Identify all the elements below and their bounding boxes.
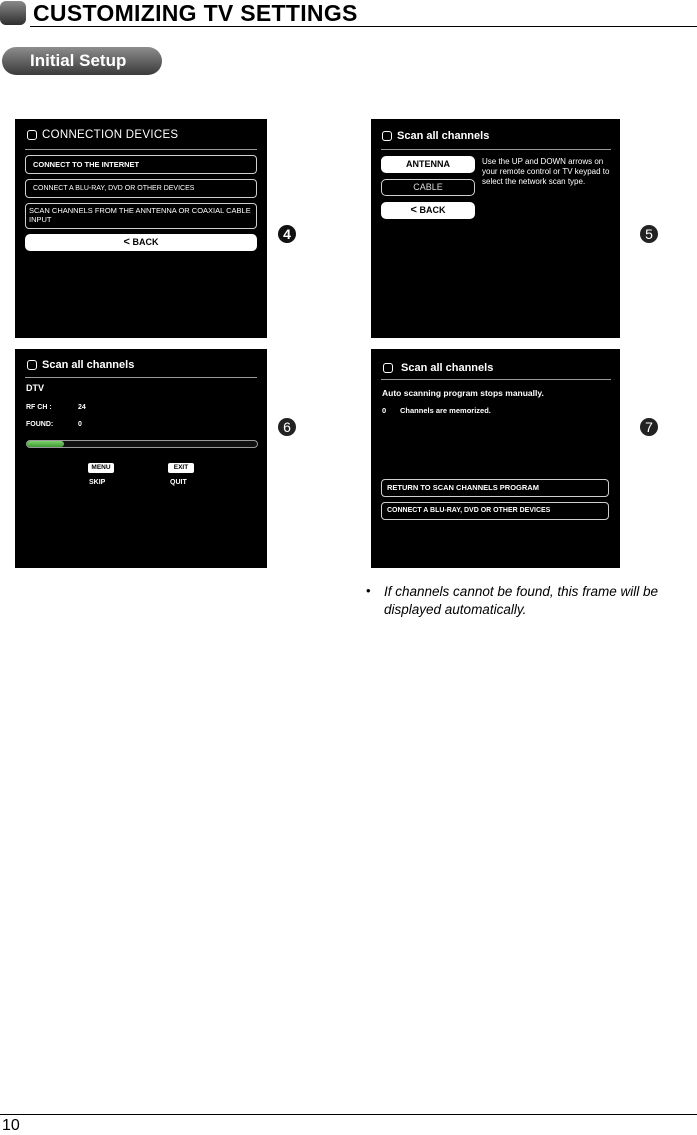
option-label: CONNECT A BLU-RAY, DVD OR OTHER DEVICES — [33, 185, 195, 192]
step-number-7: 7 — [640, 418, 658, 436]
note-bullet: • — [366, 583, 371, 598]
antenna-option[interactable]: ANTENNA — [381, 156, 475, 173]
checkbox-icon — [27, 360, 37, 370]
checkbox-icon — [383, 363, 393, 373]
progress-fill — [27, 441, 64, 447]
section-label: Initial Setup — [2, 47, 162, 75]
quit-label: QUIT — [170, 479, 187, 486]
scan-channels-option[interactable] — [25, 203, 257, 229]
back-button[interactable] — [25, 234, 257, 251]
scan-status: Auto scanning program stops manually. — [382, 388, 544, 398]
connect-device-option[interactable] — [25, 179, 257, 198]
page-title: CUSTOMIZING TV SETTINGS — [33, 0, 358, 26]
exit-key[interactable]: EXIT — [168, 463, 194, 473]
rf-channel-label: RF CH : — [26, 404, 52, 411]
channel-count-text: Channels are memorized. — [400, 406, 491, 415]
cable-option[interactable]: CABLE — [381, 179, 475, 196]
button-label: RETURN TO SCAN CHANNELS PROGRAM — [387, 483, 539, 492]
skip-label: SKIP — [89, 479, 106, 486]
found-value: 0 — [78, 421, 82, 428]
step-number-4: 4 — [278, 225, 296, 243]
checkbox-icon — [382, 131, 392, 141]
title-separator — [25, 149, 257, 150]
screen-title-text: Scan all channels — [401, 362, 494, 374]
screen-title — [27, 359, 134, 371]
scan-mode: DTV — [26, 383, 44, 393]
screen-scan-progress — [15, 349, 267, 568]
title-separator — [381, 149, 611, 150]
screen-title — [383, 362, 493, 374]
connect-internet-option[interactable] — [25, 155, 257, 174]
chevron-left-icon: < — [410, 204, 417, 216]
note-text: If channels cannot be found, this frame will be displayed automatically. — [384, 584, 658, 617]
screen-title — [382, 130, 489, 142]
progress-bar — [26, 440, 258, 448]
option-label: SCAN CHANNELS FROM THE ANNTENNA OR COAXIAL CABLE INPUT — [29, 206, 251, 224]
return-to-scan-button[interactable] — [381, 479, 609, 497]
checkbox-icon — [27, 130, 37, 140]
button-label: CONNECT A BLU-RAY, DVD OR OTHER DEVICES — [387, 507, 551, 514]
back-label: BACK — [419, 205, 446, 215]
screen-title-text: Scan all channels — [42, 359, 135, 371]
rf-channel-value: 24 — [78, 404, 86, 411]
connect-device-button[interactable] — [381, 502, 609, 520]
title-separator — [381, 379, 611, 380]
back-button[interactable] — [381, 202, 475, 219]
screen-scan-stopped — [371, 349, 620, 568]
screen-title-text: CONNECTION DEVICES — [42, 129, 179, 141]
screen-title — [27, 129, 178, 141]
channel-count: 0 — [382, 406, 387, 415]
chevron-left-icon: < — [123, 236, 130, 248]
screen-scan-type — [371, 119, 620, 338]
option-label: CONNECT TO THE INTERNET — [33, 160, 140, 169]
menu-key[interactable]: MENU — [88, 463, 114, 473]
page-number: 10 — [2, 1117, 20, 1134]
screen-title-text: Scan all channels — [397, 130, 490, 142]
step-number-6: 6 — [278, 418, 296, 436]
footer-rule — [0, 1114, 697, 1115]
header-icon — [0, 1, 26, 25]
step-number-5: 5 — [640, 225, 658, 243]
back-label: BACK — [132, 237, 159, 247]
screen-connection-devices — [15, 119, 267, 338]
header-rule — [30, 26, 697, 27]
title-separator — [25, 377, 257, 378]
found-label: FOUND: — [26, 421, 54, 428]
help-text: Use the UP and DOWN arrows on your remote control or TV keypad to select the network scan type. — [482, 157, 610, 186]
